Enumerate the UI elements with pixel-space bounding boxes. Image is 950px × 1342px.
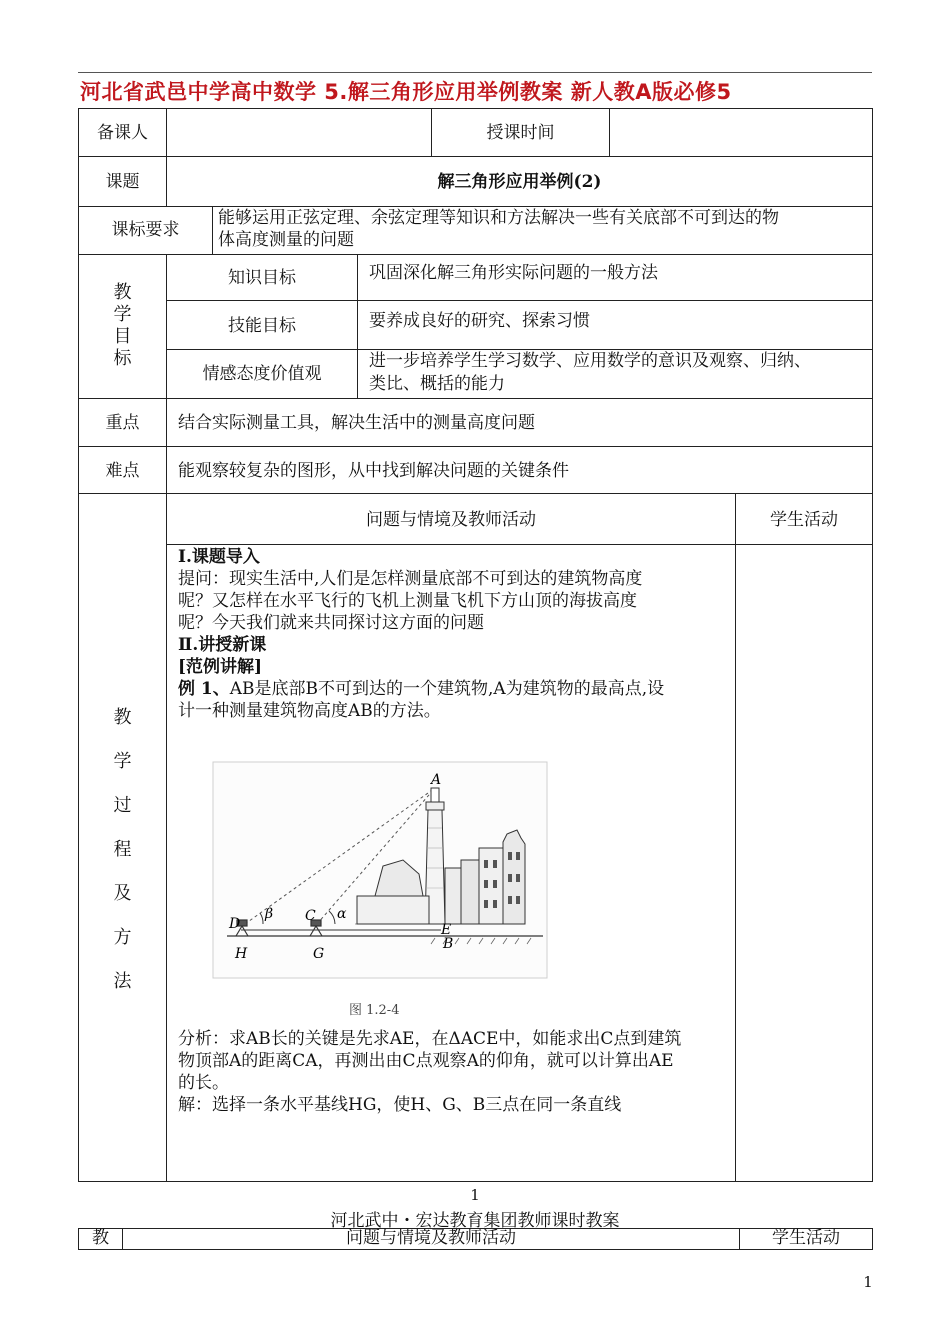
process-side-char: 方 <box>113 927 132 948</box>
top-rule <box>78 72 872 73</box>
knowledge-label: 知识目标 <box>228 268 296 288</box>
student-content-cell <box>735 544 873 1182</box>
label-d: D <box>229 916 241 932</box>
process-side-char: 学 <box>113 751 132 772</box>
skill-label: 技能目标 <box>228 316 296 336</box>
process-side-char: 法 <box>113 971 132 992</box>
tower-cap <box>426 802 444 810</box>
footer-org: 河北武中・宏达教育集团教师课时教案 <box>330 1211 620 1231</box>
objectives-side-label <box>78 282 167 370</box>
label-c: C <box>305 908 316 924</box>
keypoint-value: 结合实际测量工具，解决生活中的测量高度问题 <box>178 413 535 433</box>
building-1 <box>479 848 503 924</box>
silo-1 <box>445 868 461 924</box>
example-1-label: 例 1、 <box>178 679 230 699</box>
standard-label: 课标要求 <box>111 220 180 240</box>
example-1-line-1 <box>178 678 738 700</box>
objectives-side-char: 教 <box>113 282 132 303</box>
preparer-label: 备课人 <box>97 123 148 143</box>
difficulty-value: 能观察较复杂的图形，从中找到解决问题的关键条件 <box>178 461 569 481</box>
solution-line: 解：选择一条水平基线HG，使H、G、B三点在同一条直线 <box>178 1095 622 1115</box>
process-side-label <box>78 696 167 1004</box>
objectives-side-char: 标 <box>113 348 132 369</box>
student-column-head: 学生活动 <box>770 510 838 530</box>
process-column-head: 问题与情境及教师活动 <box>366 510 536 530</box>
skill-value: 要养成良好的研究、探索习惯 <box>369 311 590 331</box>
standard-line-2: 体高度测量的问题 <box>218 230 354 250</box>
process-side-char: 及 <box>113 883 132 904</box>
document-title: 河北省武邑中学高中数学 5.解三角形应用举例教案 新人教A版必修5 <box>80 80 732 104</box>
difficulty-label: 难点 <box>105 461 140 481</box>
keypoint-label: 重点 <box>105 413 140 433</box>
bottom-page-number: 1 <box>863 1273 873 1291</box>
process-side-char: 过 <box>113 795 132 816</box>
factory-low <box>357 896 429 924</box>
analysis-line-2: 物顶部A的距离CA，再测出由C点观察A的仰角，就可以计算出AE <box>178 1051 674 1071</box>
knowledge-value: 巩固深化解三角形实际问题的一般方法 <box>369 263 658 283</box>
example-1-text: AB是底部B不可到达的一个建筑物,A为建筑物的最高点,设 <box>229 679 665 699</box>
label-b: B <box>443 936 454 952</box>
label-a: A <box>431 772 442 788</box>
silo-2 <box>461 860 479 924</box>
preparer-value-cell <box>166 108 432 157</box>
next-table-col2: 问题与情境及教师活动 <box>346 1228 516 1248</box>
emotion-line-2: 类比、概括的能力 <box>369 374 505 394</box>
time-label: 授课时间 <box>486 123 555 143</box>
analysis-line-1: 分析：求AB长的关键是先求AE，在ΔACE中，如能求出C点到建筑 <box>178 1029 682 1049</box>
section-intro-title: Ⅰ.课题导入 <box>178 547 260 567</box>
next-table-col1: 教 <box>92 1228 109 1248</box>
standard-line-1: 能够运用正弦定理、余弦定理等知识和方法解决一些有关底部不可到达的物 <box>218 208 779 228</box>
label-h: H <box>235 946 248 962</box>
time-value-cell <box>609 108 873 157</box>
example-heading: [范例讲解] <box>178 657 263 677</box>
next-table-col3: 学生活动 <box>772 1228 840 1248</box>
example-1-line-2: 计一种测量建筑物高度AB的方法。 <box>178 701 441 721</box>
label-g: G <box>313 946 325 962</box>
figure-measurement-diagram <box>205 748 560 1028</box>
label-alpha: α <box>337 906 347 922</box>
process-side-char: 程 <box>113 839 132 860</box>
emotion-label: 情感态度价值观 <box>202 364 322 384</box>
page-number: 1 <box>470 1186 480 1204</box>
intro-line-2: 呢？又怎样在水平飞行的飞机上测量飞机下方山顶的海拔高度 <box>178 591 637 611</box>
objectives-side-char: 学 <box>113 304 132 325</box>
label-beta: β <box>265 906 274 922</box>
intro-line-1: 提问：现实生活中,人们是怎样测量底部不可到达的建筑物高度 <box>178 569 643 589</box>
tower-top <box>431 788 439 802</box>
section-new-lesson-title: Ⅱ.讲授新课 <box>178 635 267 655</box>
topic-label: 课题 <box>105 172 140 192</box>
label-e: E <box>441 922 452 938</box>
analysis-line-3: 的长。 <box>178 1073 229 1093</box>
emotion-line-1: 进一步培养学生学习数学、应用数学的意识及观察、归纳、 <box>369 351 811 371</box>
objectives-side-char: 目 <box>113 326 132 347</box>
topic-value: 解三角形应用举例(2) <box>437 172 602 192</box>
building-2 <box>503 830 525 924</box>
figure-caption: 图 1.2-4 <box>349 1003 400 1018</box>
process-side-char: 教 <box>113 707 132 728</box>
intro-line-3: 呢？今天我们就来共同探讨这方面的问题 <box>178 613 484 633</box>
